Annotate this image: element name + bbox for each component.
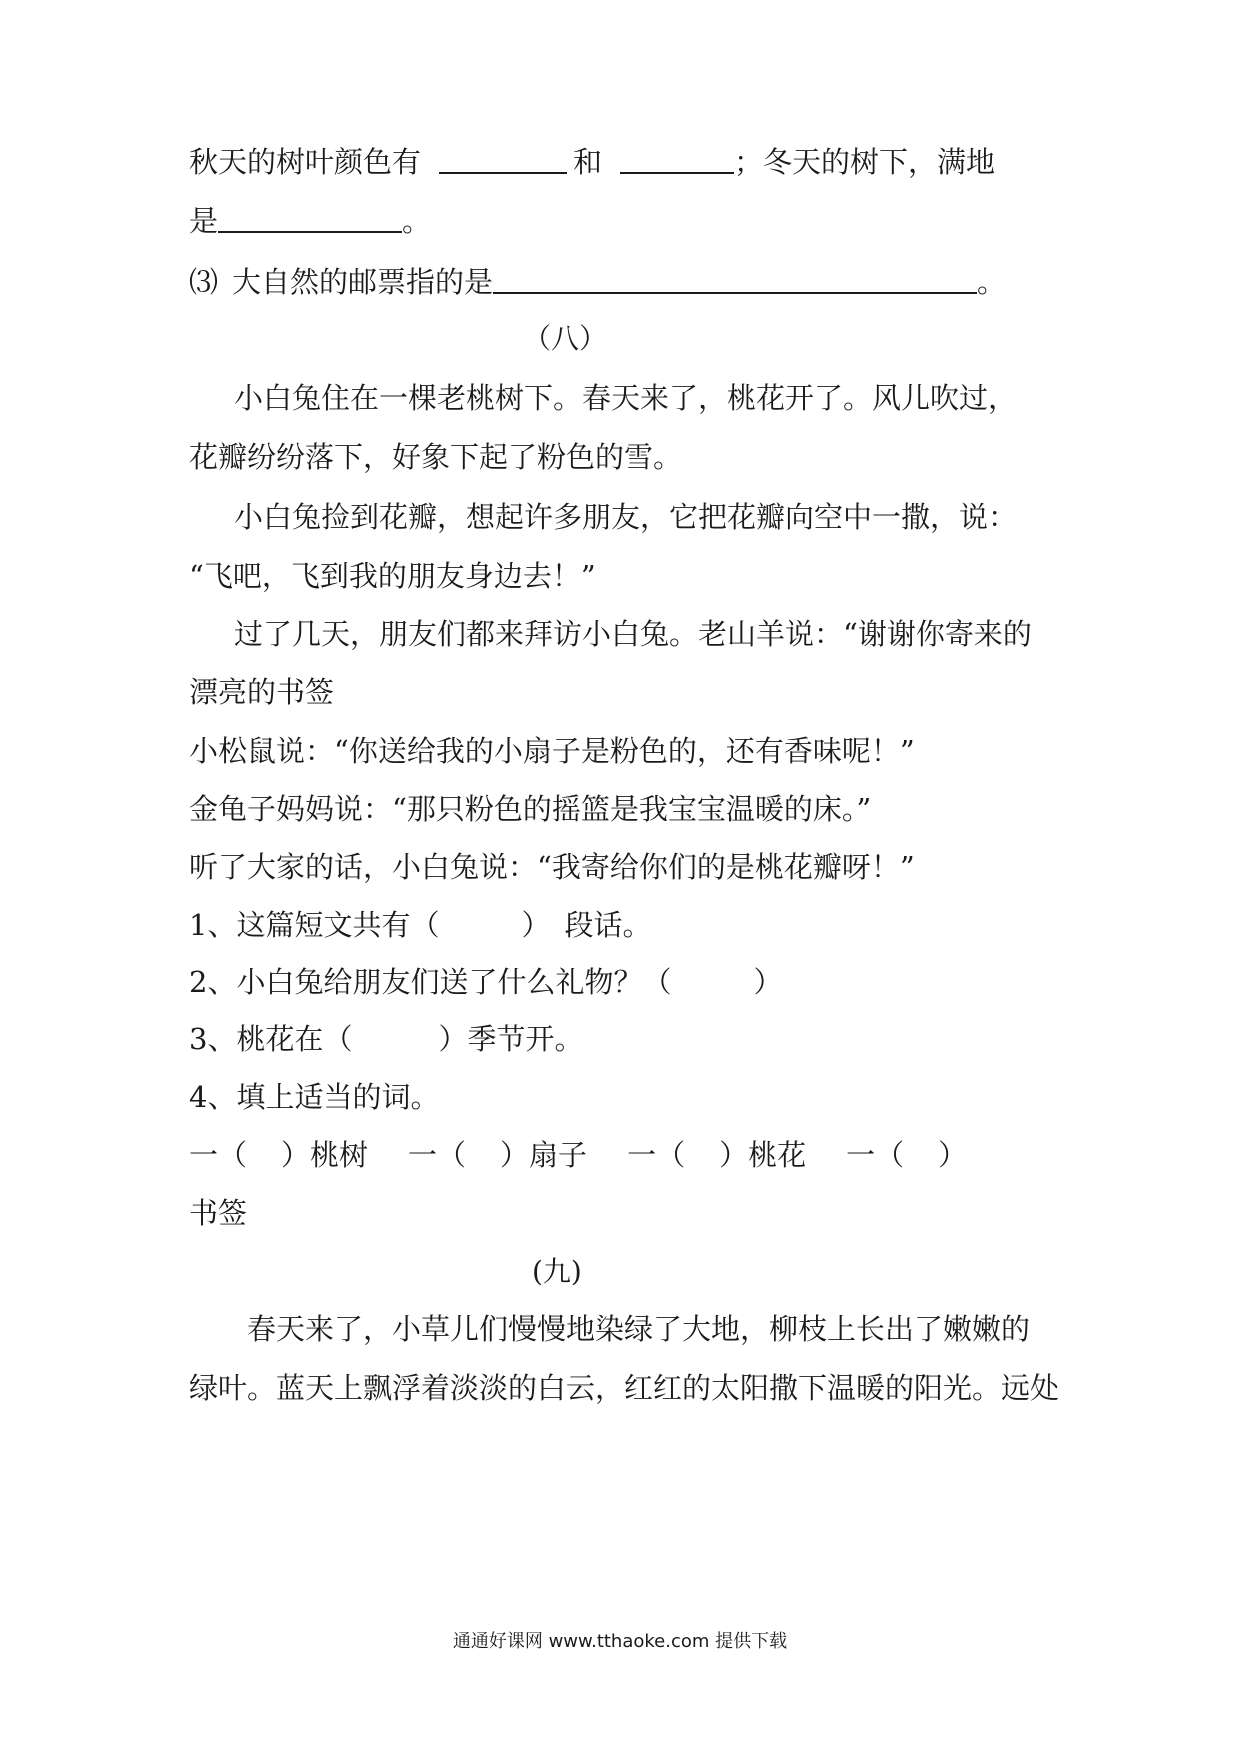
question-2-text-a: 秋天的树叶颜色有 xyxy=(189,145,422,179)
fill-word-prefix: 一（ xyxy=(189,1138,248,1172)
question-2-line-1 xyxy=(189,142,995,182)
question-3-line xyxy=(189,262,1006,302)
question-3-number: ⑶ xyxy=(189,265,219,299)
question-1 xyxy=(189,905,651,945)
question-2-text-b: ；冬天的树下，满地 xyxy=(734,145,996,179)
fill-word-suffix: ）扇子 xyxy=(500,1138,588,1172)
paragraph-line: 听了大家的话，小白兔说：“我寄给你们的是桃花瓣呀！” xyxy=(189,850,915,884)
fill-word-prefix: 一（ xyxy=(408,1138,467,1172)
question-2-text: 2、小白兔给朋友们送了什么礼物？（ xyxy=(189,965,672,999)
section-heading: (九) xyxy=(532,1255,582,1288)
question-1-suffix: 段话。 xyxy=(564,908,652,942)
paragraph-line: 绿叶。蓝天上飘浮着淡淡的白云，红红的太阳撒下温暖的阳光。远处 xyxy=(189,1371,1060,1405)
question-4: 4、填上适当的词。 xyxy=(189,1080,440,1114)
question-3-end: 。 xyxy=(977,265,1007,299)
question-1-paren: ） xyxy=(521,908,551,942)
blank-field[interactable] xyxy=(439,144,567,174)
question-3-suffix: ）季节开。 xyxy=(438,1022,584,1056)
question-2 xyxy=(189,962,782,1002)
paragraph-line: 花瓣纷纷落下，好象下起了粉色的雪。 xyxy=(189,440,683,474)
paragraph-line: 小白兔住在一棵老桃树下。春天来了，桃花开了。风儿吹过， xyxy=(234,381,1018,415)
section-heading: （八） xyxy=(523,322,608,355)
question-2-and: 和 xyxy=(573,145,603,179)
blank-field[interactable] xyxy=(620,144,734,174)
question-2-line-2 xyxy=(189,201,431,241)
blank-field[interactable] xyxy=(493,264,977,294)
paragraph-line: 小白兔捡到花瓣，想起许多朋友，它把花瓣向空中一撒，说： xyxy=(234,500,1018,534)
paragraph-line: “飞吧，飞到我的朋友身边去！” xyxy=(189,559,596,593)
question-2-end: 。 xyxy=(402,204,432,238)
question-3-text: 大自然的邮票指的是 xyxy=(232,265,494,299)
fill-words-row xyxy=(189,1135,967,1175)
question-1-text: 1、这篇短文共有（ xyxy=(189,908,440,942)
question-3-text: 3、桃花在（ xyxy=(189,1022,353,1056)
paragraph-line: 过了几天，朋友们都来拜访小白兔。老山羊说：“谢谢你寄来的 xyxy=(234,617,1032,651)
question-3 xyxy=(189,1019,583,1059)
blank-field[interactable] xyxy=(218,203,402,233)
fill-word-suffix: ）桃树 xyxy=(281,1138,369,1172)
page-footer: 通通好课网 www.tthaoke.com 提供下载 xyxy=(452,1631,788,1652)
fill-word-suffix: ） xyxy=(938,1138,968,1172)
paragraph-line: 小松鼠说：“你送给我的小扇子是粉色的，还有香味呢！” xyxy=(189,734,915,768)
question-2-text-c: 是 xyxy=(189,204,219,238)
fill-word-prefix: 一（ xyxy=(846,1138,905,1172)
paragraph-line: 漂亮的书签 xyxy=(189,675,335,709)
paragraph-line: 金龟子妈妈说：“那只粉色的摇篮是我宝宝温暖的床。” xyxy=(189,792,872,826)
paragraph-line: 春天来了，小草儿们慢慢地染绿了大地，柳枝上长出了嫩嫩的 xyxy=(247,1312,1031,1346)
fill-word-prefix: 一（ xyxy=(627,1138,686,1172)
question-2-paren: ） xyxy=(753,965,783,999)
fill-word-suffix: ）桃花 xyxy=(719,1138,807,1172)
fill-words-row-end: 书签 xyxy=(189,1196,248,1230)
